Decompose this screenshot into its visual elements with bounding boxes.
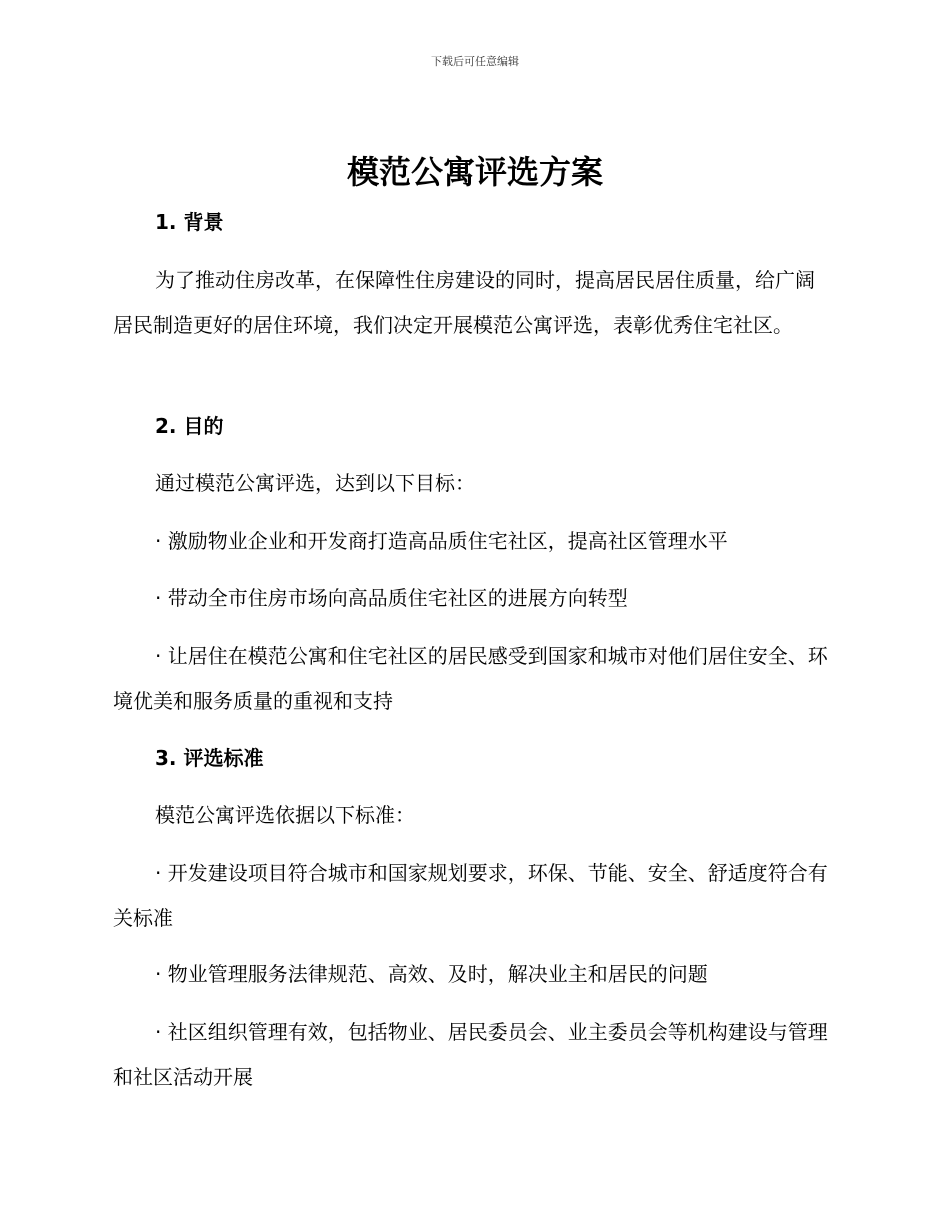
criteria-bullet-item: · 物业管理服务法律规范、高效、及时，解决业主和居民的问题 [155, 962, 708, 986]
page-header-note: 下载后可任意编辑 [431, 55, 519, 68]
section-heading-background: 1. 背景 [155, 210, 224, 234]
criteria-bullet-item: · 开发建设项目符合城市和国家规划要求，环保、节能、安全、舒适度符合有关标准 [113, 861, 828, 930]
section-heading-purpose: 2. 目的 [155, 414, 224, 438]
criteria-intro-paragraph: 模范公寓评选依据以下标准： [155, 803, 415, 827]
purpose-bullet-item: · 带动全市住房市场向高品质住宅社区的进展方向转型 [155, 586, 628, 610]
background-paragraph: 为了推动住房改革，在保障性住房建设的同时，提高居民居住质量，给广阔居民制造更好的居住环境，我们决定开展模范公寓评选，表彰优秀住宅社区。 [113, 268, 815, 337]
purpose-bullet-item: · 激励物业企业和开发商打造高品质住宅社区，提高社区管理水平 [155, 529, 728, 553]
purpose-bullet-item: · 让居住在模范公寓和住宅社区的居民感受到国家和城市对他们居住安全、环境优美和服务质量的重视和支持 [113, 644, 828, 713]
document-title: 模范公寓评选方案 [346, 153, 603, 191]
section-heading-criteria: 3. 评选标准 [155, 746, 264, 770]
purpose-intro-paragraph: 通过模范公寓评选，达到以下目标： [155, 471, 475, 495]
criteria-bullet-item: · 社区组织管理有效，包括物业、居民委员会、业主委员会等机构建设与管理和社区活动开展 [113, 1020, 828, 1089]
